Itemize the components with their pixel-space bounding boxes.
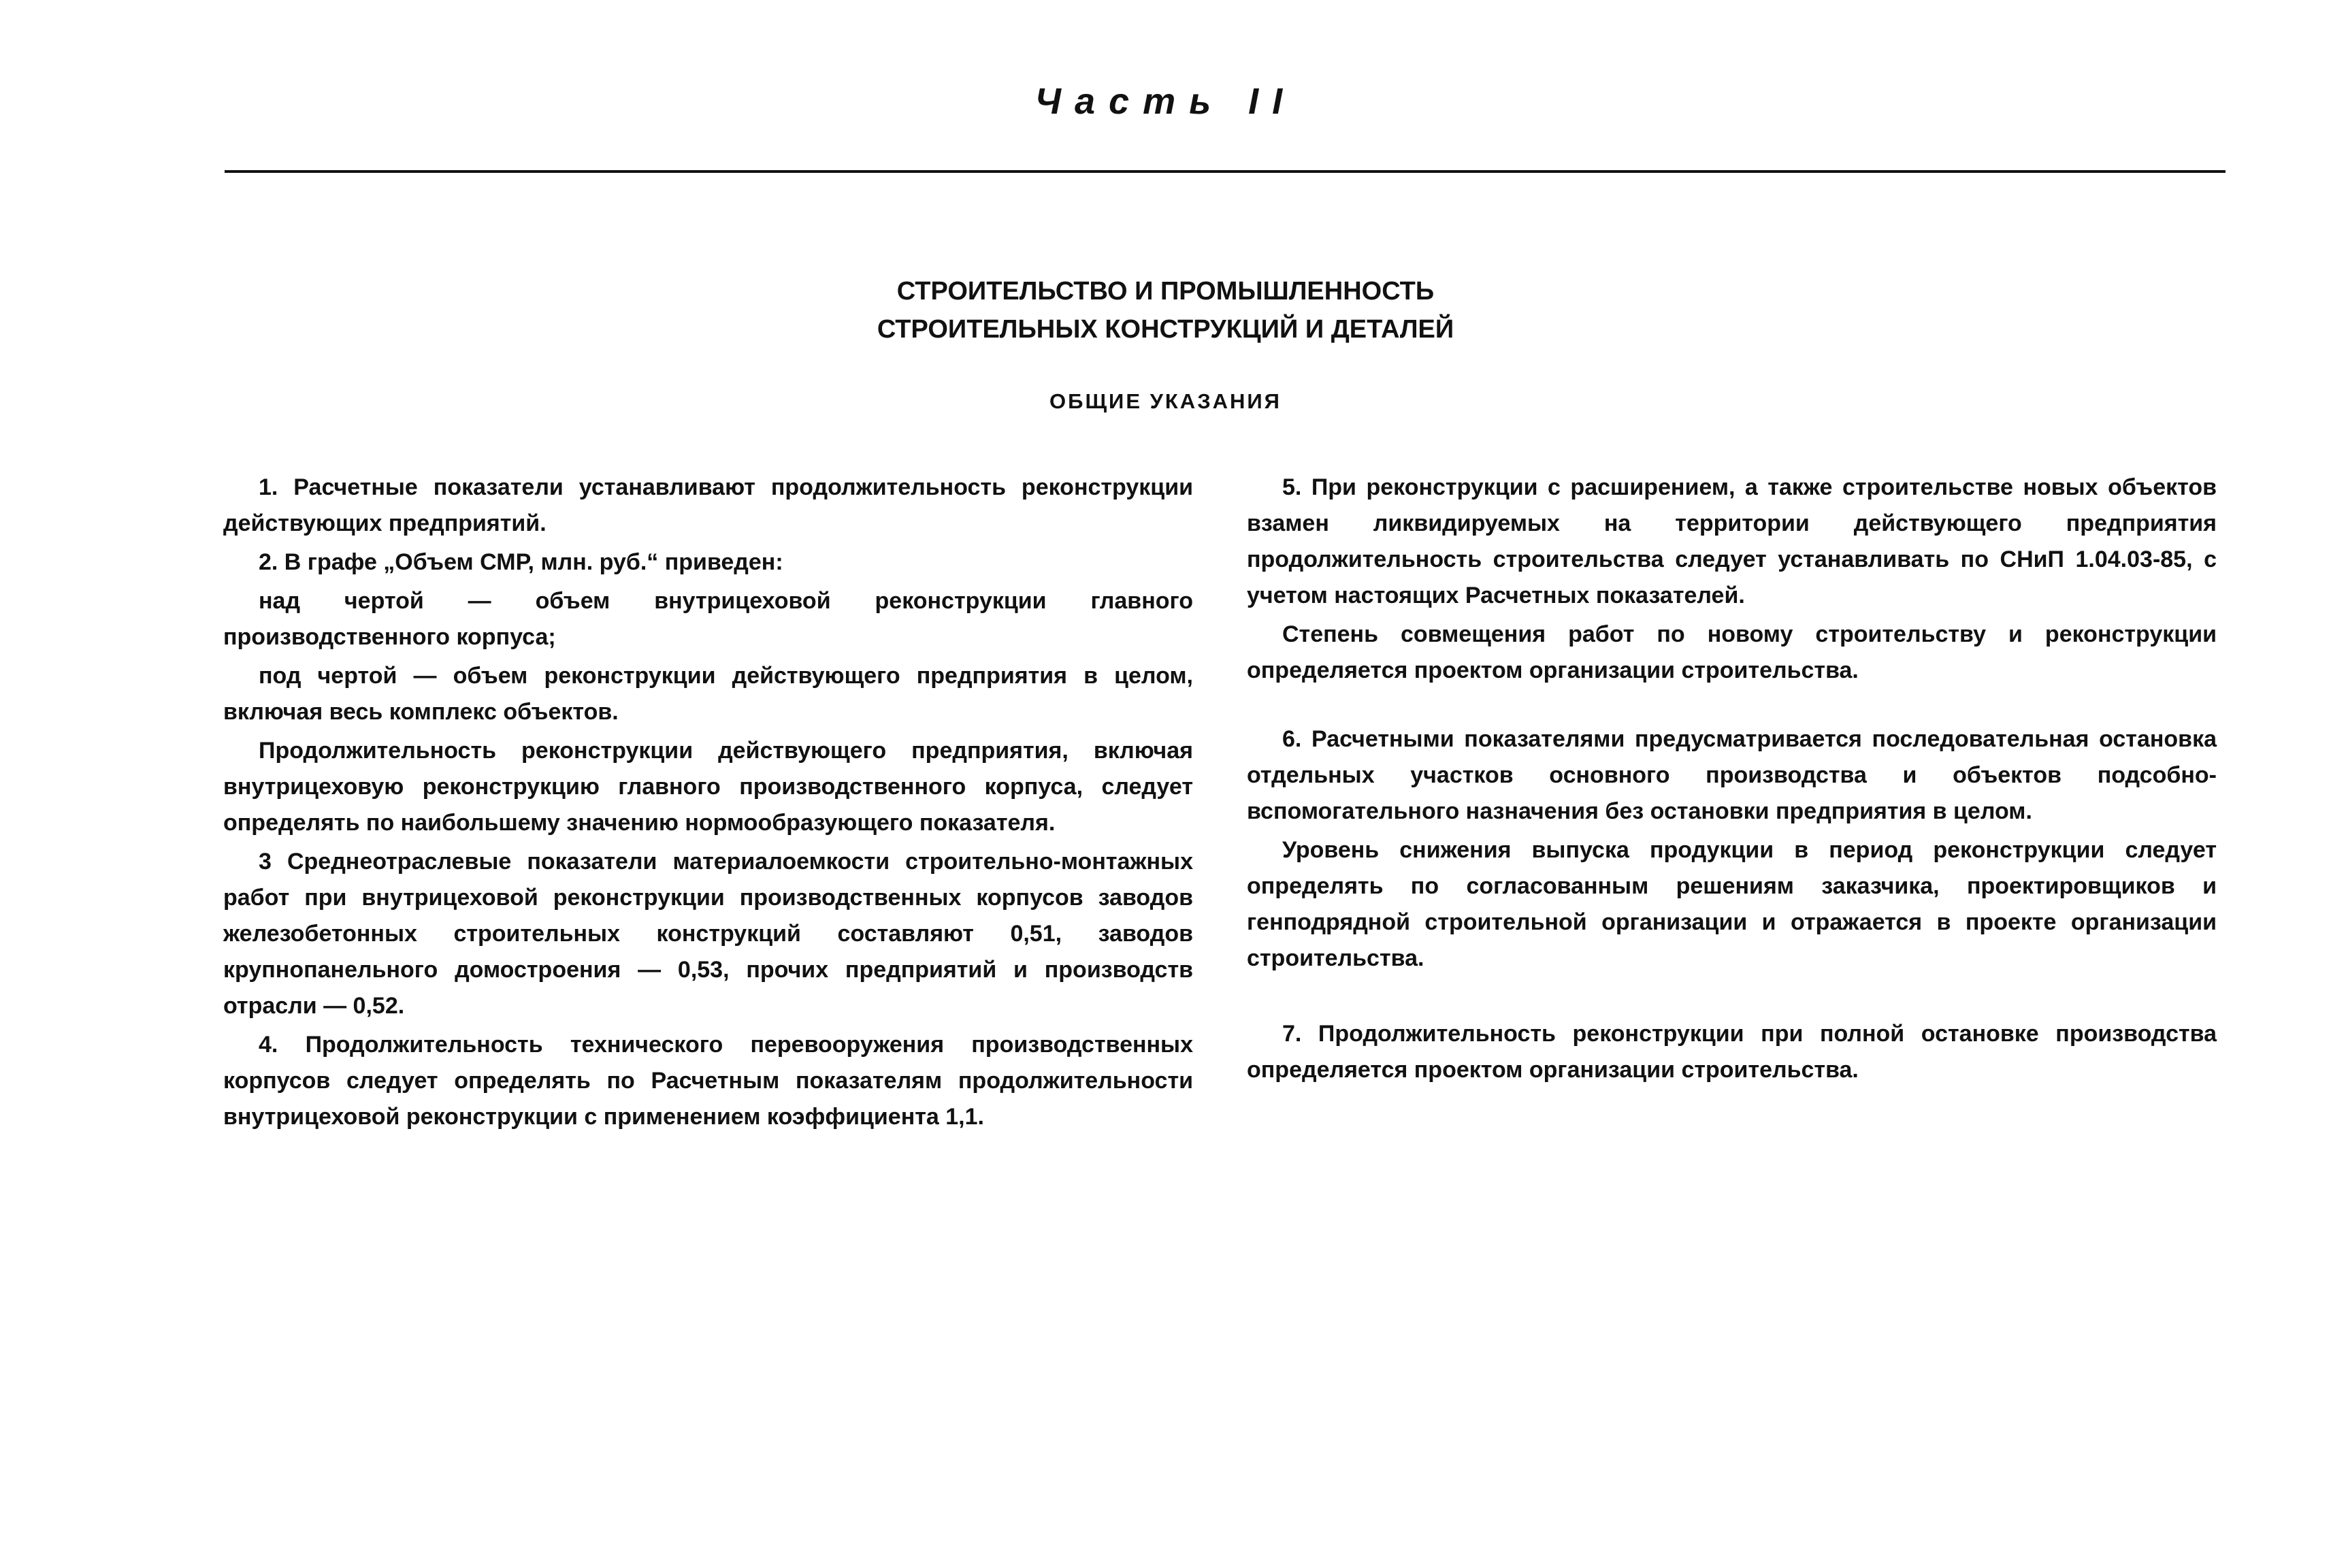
- section-title-line-1: СТРОИТЕЛЬСТВО И ПРОМЫШЛЕННОСТЬ: [896, 277, 1435, 306]
- left-column: [223, 470, 1193, 1138]
- paragraph-6: 6. Расчетными показателями предусматривается последовательная остановка отдельных участков основного производства и объектов подсобно-вспомогательного назначения без остановки предприятия в целом.: [1247, 726, 2217, 824]
- paragraph-2-duration: Продолжительность реконструкции действующего предприятия, включая внутрицеховую реконструкцию главного производственного корпуса, следует определять по наибольшему значению нормообразующего показателя.: [223, 738, 1193, 836]
- paragraph-7: 7. Продолжительность реконструкции при полной остановке производства определяется проектом организации строительства.: [1247, 1021, 2217, 1083]
- section-title: [0, 272, 2331, 348]
- paragraph-4: 4. Продолжительность технического перевооружения производственных корпусов следует определять по Расчетным показателям продолжительности внутрицеховой реконструкции с применением коэффициента 1,1.: [223, 1032, 1193, 1130]
- section-title-line-2: СТРОИТЕЛЬНЫХ КОНСТРУКЦИЙ И ДЕТАЛЕЙ: [877, 315, 1454, 344]
- paragraph-3: 3 Среднеотраслевые показатели материалоемкости строительно-монтажных работ при внутрицеховой реконструкции производственных корпусов заводов железобетонных строительных конструкций составляют 0,51, заводов крупнопанельного домостроения — 0,53, прочих предприятий и производств отрасли — 0,52.: [223, 849, 1193, 1019]
- paragraph-2: 2. В графе „Объем СМР, млн. руб.“ приведен:: [259, 549, 783, 575]
- right-column: [1247, 470, 2217, 1091]
- part-title: Часть II: [1034, 81, 1297, 122]
- general-instructions-heading: ОБЩИЕ УКАЗАНИЯ: [1049, 389, 1282, 413]
- paragraph-1: 1. Расчетные показатели устанавливают продолжительность реконструкции действующих предприятий.: [223, 474, 1193, 536]
- paragraph-6-output-level: Уровень снижения выпуска продукции в период реконструкции следует определять по согласованным решениям заказчика, проектировщиков и генподрядной строительной организации и отражается в проекте организации строительства.: [1247, 837, 2217, 971]
- header-divider: [225, 170, 2226, 173]
- paragraph-2-below-line: под чертой — объем реконструкции действующего предприятия в целом, включая весь комплекс объектов.: [223, 663, 1193, 725]
- paragraph-5: 5. При реконструкции с расширением, а также строительстве новых объектов взамен ликвидируемых на территории действующего предприятия продолжительность строительства следует устанавливать по СНиП 1.04.03-85, с учетом настоящих Расчетных показателей.: [1247, 474, 2217, 608]
- paragraph-2-above-line: над чертой — объем внутрицеховой реконструкции главного производственного корпуса;: [223, 588, 1193, 650]
- paragraph-5-combination: Степень совмещения работ по новому строительству и реконструкции определяется проектом организации строительства.: [1247, 621, 2217, 683]
